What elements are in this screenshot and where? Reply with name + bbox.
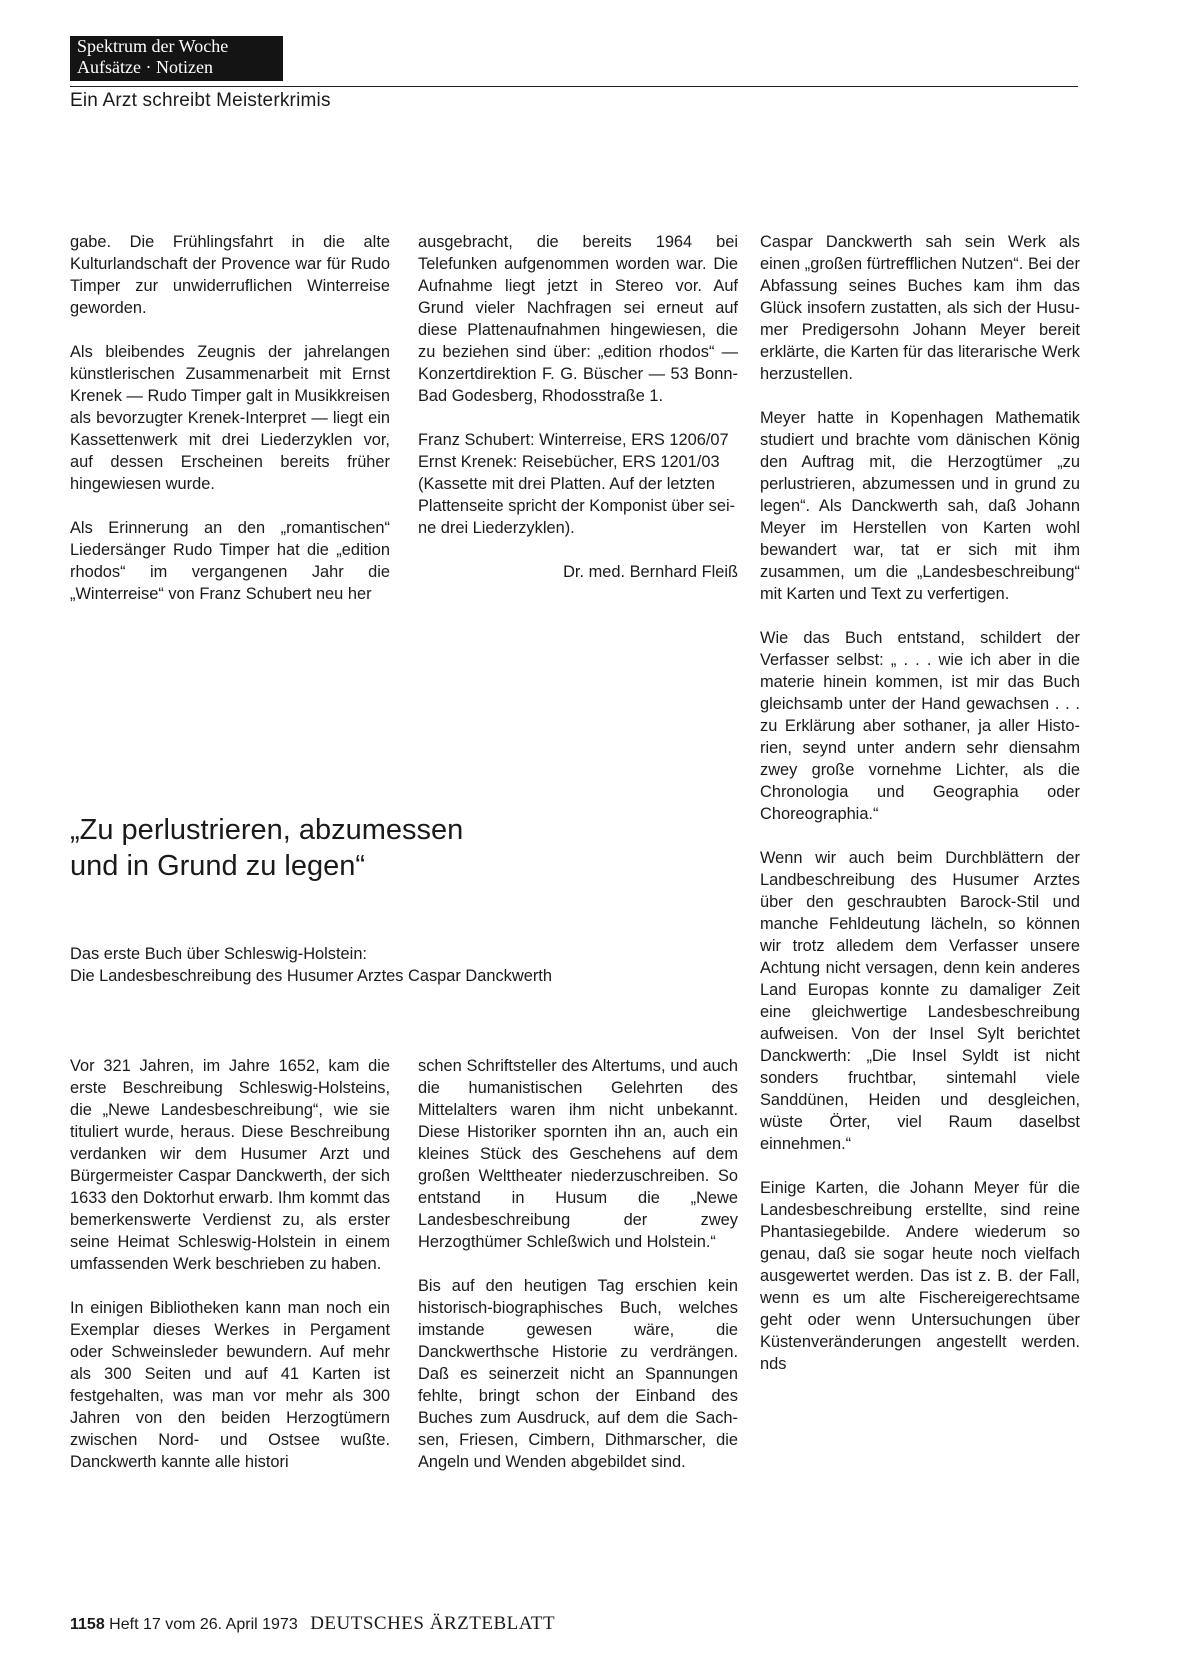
paragraph: In einigen Bibliotheken kann man noch ein Exemplar dieses Werkes in Pergament oder Schweinsleder bewundern. Auf mehr als 300 Seiten und auf 41 Karten ist festgehalten, was man vor mehr als 300 Jahren von den beiden Herzogtümern zwischen Nord- und Ostsee wußte. Danckwerth kannte alle histori (70, 1299, 390, 1471)
paragraph: gabe. Die Frühlingsfahrt in die alte Kulturlandschaft der Provence war für Rudo Timper zur unwiderruflichen Winterreise geworden. (70, 233, 390, 317)
article-kicker: Ein Arzt schreibt Meisterkrimis (70, 90, 331, 111)
section-label-box (70, 36, 283, 81)
article2-column1 (70, 1055, 390, 1473)
article2-column3 (760, 231, 1080, 1375)
subheadline-line2: Die Landesbeschreibung des Husumer Arztes Caspar Danckwerth (70, 967, 552, 985)
paragraph: Bis auf den heutigen Tag erschien kein historisch-biographisches Buch, welches imstande gewesen wäre, die Danckwerthsche Historie zu verdrängen. Daß es seinerzeit nicht an Spannungen fehlte, bringt schon der Einband des Buches zum Ausdruck, auf dem die Sachsen, Friesen, Cimbern, Dithmarscher, die Angeln und Wenden abgebildet sind. (418, 1277, 738, 1471)
page-number: 1158 (70, 1616, 105, 1633)
article2-column2 (418, 1055, 738, 1473)
article2-subheadline (70, 943, 710, 987)
author-signature: Dr. med. Bernhard Fleiß (563, 563, 738, 581)
header-rule (70, 86, 1078, 87)
magazine-name: DEUTSCHES ÄRZTEBLATT (310, 1613, 556, 1634)
paragraph: Als Erinnerung an den „romantischen“ Liedersänger Rudo Timper hat die „edition rhodos“ im vergangenen Jahr die „Winterreise“ von Franz Schubert neu her (70, 519, 390, 603)
headline-line2: und in Grund zu legen“ (70, 850, 366, 882)
paragraph: Als bleibendes Zeugnis der jahrelangen künstlerischen Zusammenarbeit mit Ernst Krenek — Rudo Timper galt in Musikkreisen als bevorzugter Krenek-Interpret — liegt ein Kassettenwerk mit drei Liederzyklen vor, auf dessen Erscheinen bereits früher hingewiesen wurde. (70, 343, 390, 493)
discography-paragraph: Franz Schubert: Winterreise, ERS 1206/07 Ernst Krenek: Reisebücher, ERS 1201/03 (Kassette mit drei Platten. Auf der letzten Plattenseite spricht der Komponist über seine drei Liederzyklen). (418, 431, 736, 537)
paragraph: Vor 321 Jahren, im Jahre 1652, kam die erste Beschreibung Schleswig-Holsteins, die „Newe Landesbeschreibung“, wie sie tituliert wurde, heraus. Diese Beschreibung verdanken wir dem Husumer Arzt und Bürgermeister Caspar Danckwerth, der sich 1633 den Doktorhut erwarb. Ihm kommt das bemerkenswerte Verdienst zu, als erster seine Heimat Schleswig-Holstein in einem umfassenden Werk beschrieben zu haben. (70, 1057, 390, 1273)
subheadline-line1: Das erste Buch über Schleswig-Holstein: (70, 945, 367, 963)
paragraph: Wie das Buch entstand, schildert der Verfasser selbst: „ . . . wie ich aber in die materie hinein kommen, ist mir das Buch gleichsamb unter der Hand gewachsen . . . zu Erklärung aber sothaner, ja aller Historien, seynd unter andern sehr diensahm zwey große vornehme Lichter, als die Chronologia und Geographia oder Choreographia.“ (760, 629, 1080, 823)
paragraph: Meyer hatte in Kopenhagen Mathematik studiert und brachte vom dänischen König den Auftrag mit, die Herzogtümer „zu perlustrieren, abzumessen und in grund zu legen“. Als Danckwerth sah, daß Johann Meyer im Herstellen von Karten wohl bewandert war, tat er sich mit ihm zusammen, um die „Landesbeschreibung“ mit Karten und Text zu verfertigen. (760, 409, 1080, 603)
paragraph: ausgebracht, die bereits 1964 bei Telefunken aufgenommen worden war. Die Aufnahme liegt jetzt in Stereo vor. Auf Grund vieler Nachfragen sei erneut auf diese Plattenaufnahmen hingewiesen, die zu beziehen sind über: „edition rhodos“ — Konzertdirektion F. G. Büscher — 53 Bonn-Bad Godesberg, Rhodosstraße 1. (418, 233, 738, 405)
paragraph: Caspar Danckwerth sah sein Werk als einen „großen fürtrefflichen Nutzen“. Bei der Abfassung seines Buches kam ihm das Glück insofern zustatten, als sich der Husumer Predigersohn Johann Meyer bereit erklärte, die Karten für das literarische Werk herzustellen. (760, 233, 1080, 383)
page-footer (70, 1613, 555, 1635)
paragraph: Einige Karten, die Johann Meyer für die Landesbeschreibung erstellte, sind reine Phantasiegebilde. Andere wiederum so genau, daß sie sogar heute noch vielfach ausgewertet werden. Das ist z. B. der Fall, wenn es um alte Fischereigerechtsame geht oder wenn Untersuchungen über Küstenveränderungen angestellt werden. nds (760, 1179, 1080, 1373)
article1-column1 (70, 231, 390, 605)
section-label-line2: Aufsätze · Notizen (77, 57, 213, 77)
article2-headline (70, 812, 630, 884)
issue-info: Heft 17 vom 26. April 1973 (109, 1616, 298, 1633)
headline-line1: „Zu perlustrieren, abzumessen (70, 814, 464, 846)
section-label-line1: Spektrum der Woche (77, 36, 229, 56)
paragraph: schen Schriftsteller des Altertums, und auch die humanistischen Gelehrten des Mittelalters waren ihm nicht unbekannt. Diese Historiker spornten ihn an, auch ein kleines Stück des Geschehens auf dem großen Welttheater niederzuschreiben. So entstand in Husum die „Newe Landesbeschreibung der zwey Herzogthümer Schleßwich und Holstein.“ (418, 1057, 738, 1251)
article1-column2 (418, 231, 738, 583)
paragraph: Wenn wir auch beim Durchblättern der Landbeschreibung des Husumer Arztes über den geschraubten Barock-Stil und manche Fehldeutung lächeln, so können wir trotz alledem dem Verfasser unsere Achtung nicht versagen, denn kein anderes Land Europas konnte zu damaliger Zeit eine gleichwertige Landesbeschreibung aufweisen. Von der Insel Sylt berichtet Danckwerth: „Die Insel Syldt ist nicht sonders fruchtbar, sintemahl viele Sanddünen, Heiden und desgleichen, wüste Örter, viel Raum daselbst einnehmen.“ (760, 849, 1080, 1153)
